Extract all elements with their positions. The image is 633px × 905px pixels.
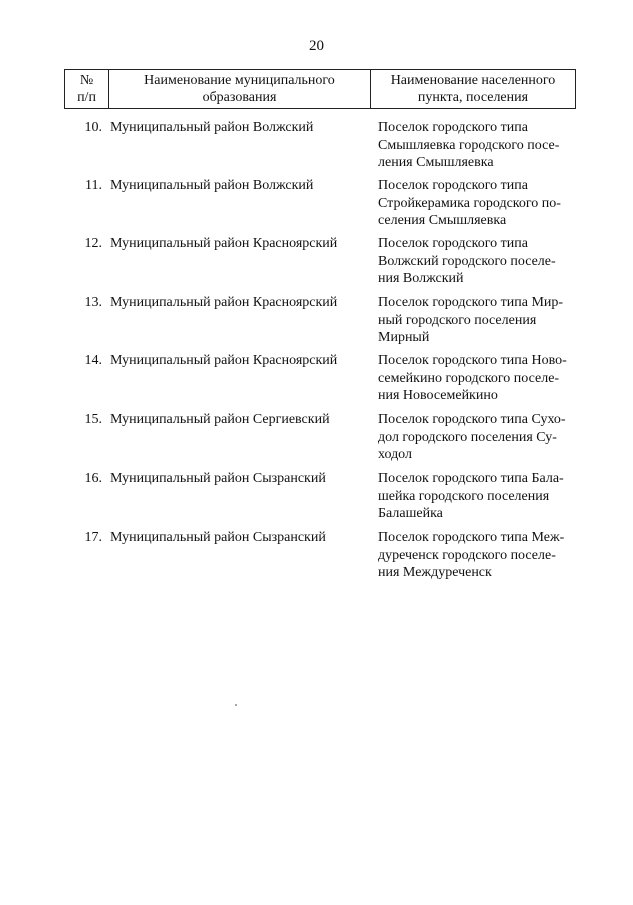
row-municipality: Муниципальный район Волжский [110,178,314,193]
settlement-line: Поселок городского типа Мир- [378,295,564,310]
header-number-column [65,70,108,108]
settlement-line: семейкино городского поселе- [378,370,560,386]
row-settlement [378,119,583,172]
row-number: 12. [84,236,102,251]
header-municipality-column [108,70,370,108]
settlement-line: ходол [378,447,412,462]
settlement-line: дол городского поселения Су- [378,429,557,445]
settlement-line: Балашейка [378,506,443,521]
settlement-line: Поселок городского типа Сухо- [378,412,566,427]
row-municipality: Муниципальный район Сызранский [110,530,326,545]
header-number-line: п/п [77,90,96,105]
header-settlement-column [370,70,575,108]
header-settlement-line: пункта, поселения [417,90,529,105]
row-number: 13. [84,295,102,310]
header-municipality-line: образования [202,90,277,105]
row-number: 14. [84,353,102,368]
settlement-line: ния Волжский [378,271,464,286]
settlement-line: Поселок городского типа Меж- [378,530,565,545]
row-settlement [378,352,583,405]
header-number-line: № [79,73,94,88]
row-settlement [378,529,583,582]
row-settlement [378,411,583,464]
row-settlement [378,470,583,523]
settlement-line: ный городского поселения [378,312,537,328]
header-settlement-line: Наименование населенного [390,73,556,88]
settlement-line: селения Смышляевка [378,213,507,228]
settlement-line: Стройкерамика городского по- [378,195,561,211]
settlement-line: шейка городского поселения [378,488,550,504]
table-header [64,69,576,109]
settlement-line: Поселок городского типа Бала- [378,471,564,486]
row-municipality: Муниципальный район Сызранский [110,471,326,486]
row-municipality: Муниципальный район Волжский [110,120,314,135]
scan-speck [235,704,237,706]
settlement-line: Поселок городского типа [378,120,528,135]
settlement-line: Мирный [378,330,430,345]
settlement-line: Смышляевка городского посе- [378,137,560,153]
row-number: 16. [84,471,102,486]
page-number: 20 [309,38,324,54]
settlement-line: ния Междуреченск [378,565,492,580]
row-number: 17. [84,530,102,545]
row-settlement [378,235,583,288]
settlement-line: Поселок городского типа Ново- [378,353,567,368]
row-municipality: Муниципальный район Красноярский [110,295,338,310]
settlement-line: Поселок городского типа [378,236,528,251]
row-number: 15. [84,412,102,427]
row-municipality: Муниципальный район Сергиевский [110,412,330,427]
row-settlement [378,294,583,347]
row-settlement [378,177,583,230]
settlement-line: ления Смышляевка [378,155,494,170]
row-number: 10. [84,120,102,135]
settlement-line: Волжский городского поселе- [378,253,556,269]
header-municipality-line: Наименование муниципального [144,73,335,88]
row-number: 11. [85,178,102,193]
row-municipality: Муниципальный район Красноярский [110,236,338,251]
row-municipality: Муниципальный район Красноярский [110,353,338,368]
settlement-line: Поселок городского типа [378,178,528,193]
settlement-line: ния Новосемейкино [378,388,498,403]
settlement-line: дуреченск городского поселе- [378,547,556,563]
